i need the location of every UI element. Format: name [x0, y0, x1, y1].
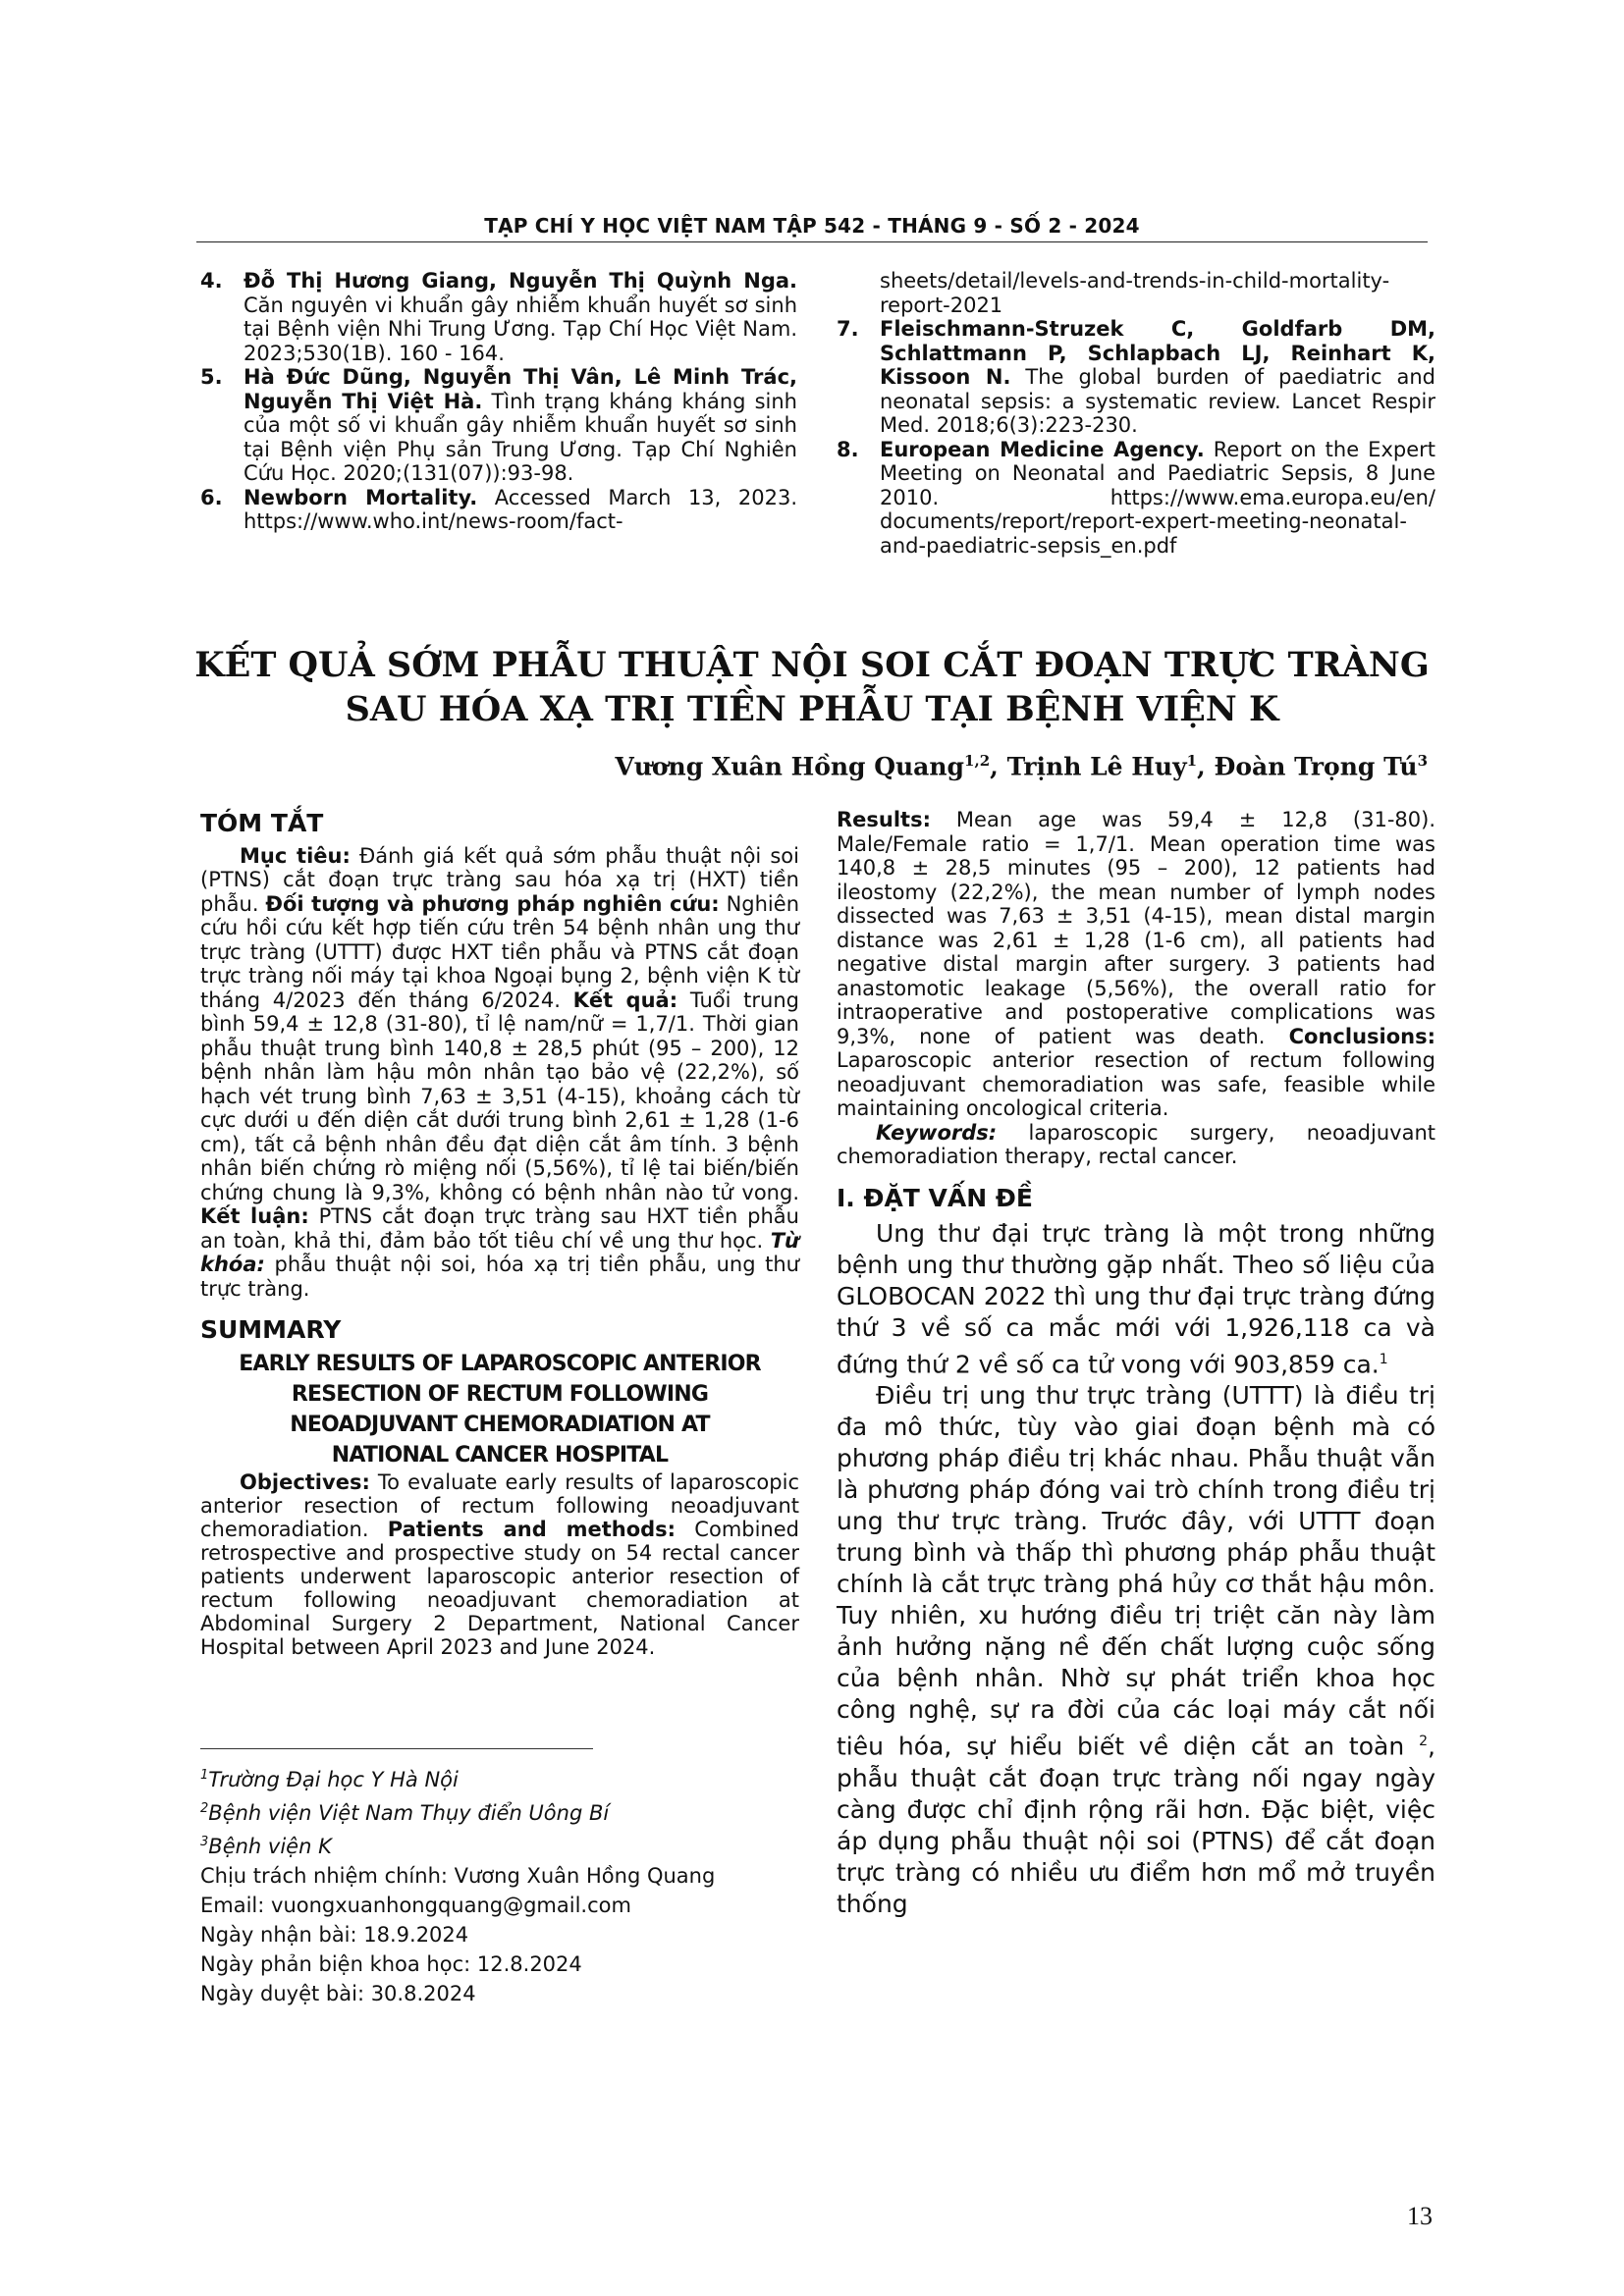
body-paragraph [837, 1380, 1435, 1919]
summary-paragraph [200, 1470, 799, 1659]
affiliation-text: Bệnh viện K [208, 1835, 332, 1858]
reference-item [200, 365, 797, 486]
summary-title-line: EARLY RESULTS OF LAPAROSCOPIC ANTERIOR [239, 1351, 761, 1376]
reference-number: 4. [200, 269, 223, 293]
body-text: Ung thư đại trực tràng là một trong những bệnh ung thư thường gặp nhất. Theo số liệu của GLOBOCAN 2022 thì ung thư đại trực tràng đứng thứ 3 về số ca mắc mới với 1,926,118 ca và đứng thứ 2 về số ca tử vong với 903,859 ca. [837, 1219, 1435, 1379]
left-column [200, 809, 799, 1659]
abstract-heading: TÓM TẮT [200, 809, 324, 837]
summary-title-line: RESECTION OF RECTUM FOLLOWING [291, 1381, 709, 1407]
author-affiliation: 1,2 [964, 752, 991, 770]
abstract-label: Đối tượng và phương pháp nghiên cứu: [265, 891, 720, 916]
running-header: TẠP CHÍ Y HỌC VIỆT NAM TẬP 542 - THÁNG 9 - SỐ 2 - 2024 [484, 214, 1140, 238]
abstract-text: PTNS cắt đoạn trực tràng sau HXT tiền phẫu an toàn, khả thi, đảm bảo tốt tiêu chí về ung thư học. [200, 1204, 799, 1253]
reference-item [837, 317, 1435, 438]
right-column [837, 808, 1435, 1920]
summary-heading: SUMMARY [200, 1315, 342, 1344]
affiliation [200, 1828, 799, 1861]
author-list: Vương Xuân Hồng Quang$^{1,2}$, Trịnh Lê Huy$^1$, Đoàn Trọng $Tú^3$ [615, 752, 1428, 781]
body-paragraph [837, 1218, 1435, 1380]
author-affiliation: 3 [1417, 752, 1428, 770]
summary-text: To evaluate early results of laparoscopic anterior resection of rectum following neoadjuvant chemoradiation. [200, 1469, 799, 1541]
body-text: Điều trị ung thư trực tràng (UTTT) là điều trị đa mô thức, tùy vào giai đoạn bệnh mà có phương pháp điều trị khác nhau. Phẫu thuật vẫn là phương pháp đóng vai trò chính trong điều trị ung thư trực tràng. Trước đây, với UTTT đoạn trung bình và thấp thì phương pháp phẫu thuật chính là cắt trực tràng phá hủy cơ thắt hậu môn. Tuy nhiên, xu hướng điều trị triệt căn này làm ảnh hưởng nặng nề đến chất lượng cuộc sống của bệnh nhân. Nhờ sự phát triển khoa học công nghệ, sự ra đời của các loại máy cắt nối tiêu hóa, sự hiểu biết về diện cắt an toàn [837, 1381, 1435, 1761]
summary-keywords [837, 1121, 1435, 1169]
affiliation-number: 3 [200, 1835, 209, 1849]
reference-text: Report on the Expert Meeting on Neonatal and Paediatric Sepsis, 8 June 2010. https://www.ema.europa.eu/en/ documents/report/report-expert-meeting-neonatal-and-paediatric-sepsis_en.pdf [880, 437, 1435, 558]
date-accepted: Ngày duyệt bài: 30.8.2024 [200, 1982, 476, 2005]
article-title-line: SAU HÓA XẠ TRỊ TIỀN PHẪU TẠI BỆNH VIỆN K [345, 689, 1279, 729]
author-name: Đoàn Trọng Tú [1214, 752, 1418, 781]
reference-authors: Hà Đức Dũng, Nguyễn Thị Vân, Lê Minh Trác, Nguyễn Thị Việt Hà. [244, 365, 797, 413]
reference-authors: Fleischmann-Struzek C, Goldfarb DM, Schlattmann P, Schlapbach LJ, Reinhart K, Kissoon N. [880, 317, 1435, 389]
citation-ref: 1 [1379, 1352, 1388, 1367]
page-number: 13 [1407, 2202, 1433, 2230]
affiliation-number: 2 [200, 1801, 209, 1816]
author-name: Vương Xuân Hồng Quang [615, 752, 965, 781]
reference-item [837, 438, 1435, 559]
reference-authors: Newborn Mortality. [244, 485, 478, 509]
corresponding-author: Chịu trách nhiệm chính: Vương Xuân Hồng Quang [200, 1864, 716, 1888]
reference-number: 5. [200, 365, 223, 389]
date-reviewed: Ngày phản biện khoa học: 12.8.2024 [200, 1952, 582, 1976]
abstract-text: Đánh giá kết quả sớm phẫu thuật nội soi (PTNS) cắt đoạn trực tràng sau hóa xạ trị (HXT) tiền phẫu. [200, 843, 799, 916]
abstract-text: Tuổi trung bình 59,4 ± 12,8 (31-80), tỉ lệ nam/nữ = 1,7/1. Thời gian phẫu thuật trung bình 140,8 ± 28,5 phút (95 – 200), 12 bệnh nhân làm hậu môn nhân tạo bảo vệ (22,2%), số hạch vét trung bình 7,63 ± 3,51 (4-15), khoảng cách từ cực dưới u đến diện cắt dưới trung bình 2,61 ± 1,28 (1-6 cm), tất cả bệnh nhân đều đạt diện cắt âm tính. 3 bệnh nhân biến chứng rò miệng nối (5,56%), tỉ lệ tai biến/biến chứng chung là 9,3%, không có bệnh nhân nào tử vong. [200, 988, 799, 1204]
summary-label: Patients and methods: [387, 1517, 677, 1541]
article-title-line: KẾT QUẢ SỚM PHẪU THUẬT NỘI SOI CẮT ĐOẠN TRỰC TRÀNG [194, 645, 1430, 685]
reference-authors: European Medicine Agency. [880, 437, 1205, 461]
reference-text: Accessed March 13, 2023. https://www.who.int/news-room/fact- [244, 485, 797, 533]
abstract-label: Mục tiêu: [240, 843, 351, 868]
reference-authors: Đỗ Thị Hương Giang, Nguyễn Thị Quỳnh Nga. [244, 269, 797, 293]
summary-title [200, 1349, 799, 1470]
summary-label: Results: [837, 808, 931, 831]
author-affiliation: 1 [1186, 752, 1198, 770]
summary-text: Combined retrospective and prospective study on 54 rectal cancer patients underwent laparoscopic anterior resection of rectum following neoadjuvant chemoradiation at Abdominal Surgery 2 Department, National Cancer Hospital between April 2023 and June 2024. [200, 1517, 799, 1659]
keywords-text: laparoscopic surgery, neoadjuvant chemoradiation therapy, rectal cancer. [837, 1120, 1435, 1168]
affiliation [200, 1794, 799, 1828]
summary-text: Mean age was 59,4 ± 12,8 (31-80). Male/Female ratio = 1,7/1. Mean operation time was 140,8 ± 28,5 minutes (95 – 200), 12 patients had ileostomy (22,2%), the mean number of lymph nodes dissected was 7,63 ± 3,51 (4-15), mean distal margin distance was 2,61 ± 1,28 (1-6 cm), all patients had negative distal margin after surgery. 3 patients had anastomotic leakage (5,56%), the overall ratio for intraoperative and postoperative complications was 9,3%, none of patient was death. [837, 808, 1435, 1048]
reference-continuation: sheets/detail/levels-and-trends-in-child-mortality-report-2021 [880, 269, 1390, 317]
reference-number: 6. [200, 485, 223, 509]
keywords-label: Keywords: [876, 1120, 998, 1145]
abstract-label: Kết quả: [572, 988, 678, 1012]
abstract-text: Nghiên cứu hồi cứu kết hợp tiến cứu trên 54 bệnh nhân ung thư trực tràng (UTTT) được HXT tiền phẫu và PTNS cắt đoạn trực tràng nối máy tại khoa Ngoại bụng 2, bệnh viện K từ tháng 4/2023 đến tháng 6/2024. [200, 891, 799, 1012]
summary-label: Objectives: [240, 1469, 370, 1494]
affiliation-text: Bệnh viện Việt Nam Thụy điển Uông Bí [208, 1801, 610, 1825]
summary-paragraph-continued [837, 808, 1435, 1121]
references-left [200, 269, 797, 534]
reference-text: Căn nguyên vi khuẩn gây nhiễm khuẩn huyết sơ sinh tại Bệnh viện Nhi Trung Ương. Tạp Chí Học Việt Nam. 2023;530(1B). 160 - 164. [244, 293, 797, 365]
summary-title-line: NEOADJUVANT CHEMORADIATION AT [290, 1412, 710, 1437]
footnotes [200, 1761, 799, 2008]
summary-title-line: NATIONAL CANCER HOSPITAL [331, 1442, 669, 1468]
citation-ref: 2 [1419, 1734, 1429, 1750]
affiliation-number: 1 [200, 1768, 209, 1783]
keywords-label: Từ khóa: [200, 1228, 799, 1276]
keywords-text: phẫu thuật nội soi, hóa xạ trị tiền phẫu, ung thư trực tràng. [200, 1253, 799, 1301]
author-name: Trịnh Lê Huy [1006, 752, 1187, 781]
reference-number: 7. [837, 317, 859, 341]
summary-label: Conclusions: [1288, 1024, 1435, 1048]
footnote-rule [200, 1748, 593, 1749]
reference-item [200, 269, 797, 365]
affiliation-text: Trường Đại học Y Hà Nội [208, 1768, 459, 1791]
article-title [177, 643, 1447, 731]
summary-text: Laparoscopic anterior resection of rectum following neoadjuvant chemoradiation was safe, feasible while maintaining oncological criteria. [837, 1048, 1435, 1120]
section-heading: I. ĐẶT VẤN ĐỀ [837, 1183, 1033, 1212]
body-text: , phẫu thuật cắt đoạn trực tràng nối ngay ngày càng được chỉ định rộng rãi hơn. Đặc biệt, việc áp dụng phẫu thuật nội soi (PTNS) để cắt đoạn trực tràng có nhiều ưu điểm hơn mổ mở truyền thống [837, 1732, 1435, 1918]
reference-item [200, 486, 797, 534]
date-received: Ngày nhận bài: 18.9.2024 [200, 1923, 469, 1947]
email: Email: vuongxuanhongquang@gmail.com [200, 1894, 631, 1917]
affiliation [200, 1761, 799, 1794]
abstract-paragraph [200, 844, 799, 1302]
references-right [837, 269, 1435, 558]
reference-text: Tình trạng kháng kháng sinh của một số vi khuẩn gây nhiễm khuẩn huyết sơ sinh tại Bệnh viện Phụ sản Trung Ương. Tạp Chí Nghiên Cứu Học. 2020;(131(07)):93-98. [244, 389, 797, 485]
reference-number: 8. [837, 437, 859, 461]
header-rule [196, 241, 1428, 242]
abstract-label: Kết luận: [200, 1204, 309, 1228]
reference-text: The global burden of paediatric and neonatal sepsis: a systematic review. Lancet Respir Med. 2018;6(3):223-230. [880, 365, 1435, 437]
